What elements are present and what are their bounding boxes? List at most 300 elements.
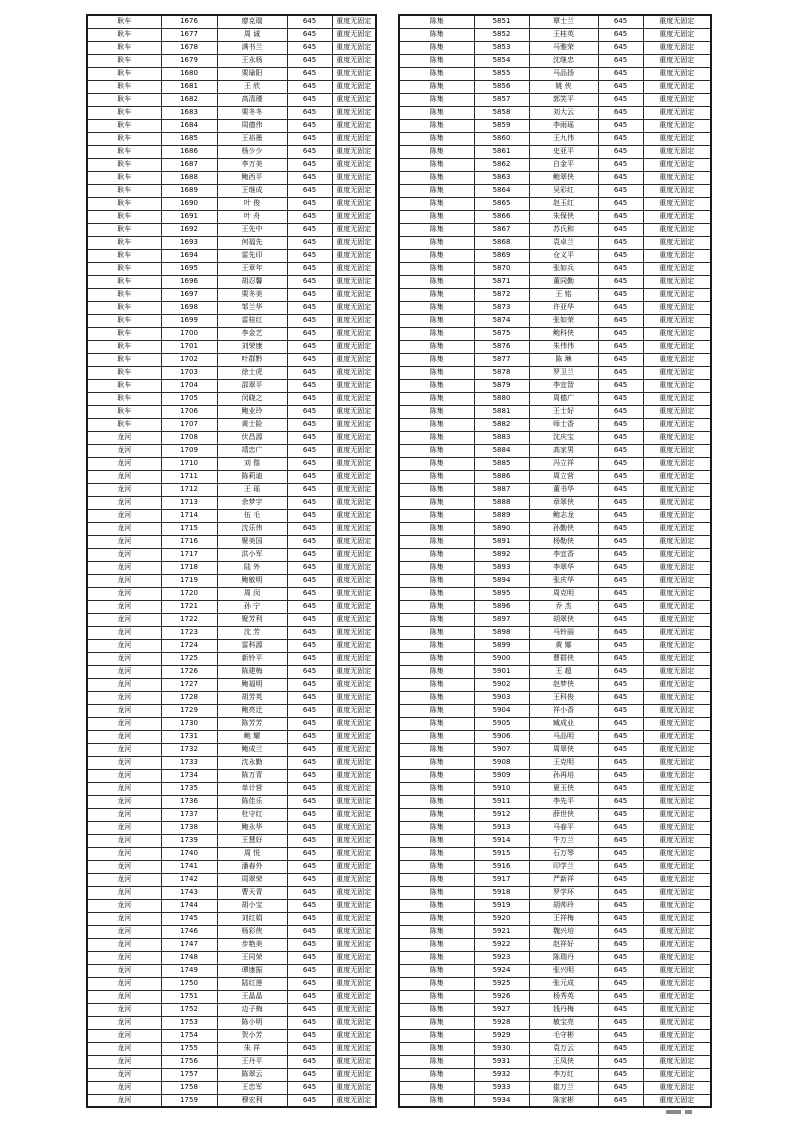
name-cell: 马品明 [529,730,598,743]
table-row [87,236,376,249]
township-cell: 龙河 [87,795,161,808]
serial-cell: 1757 [161,1068,217,1081]
table-row [399,1081,711,1094]
category-cell: 重度无固定 [332,691,376,704]
category-cell: 重度无固定 [332,717,376,730]
amount-cell: 645 [287,496,332,509]
table-row [399,899,711,912]
serial-cell: 1740 [161,847,217,860]
township-cell: 龙河 [87,522,161,535]
amount-cell: 645 [287,379,332,392]
name-cell: 董同勤 [529,275,598,288]
table-row [87,418,376,431]
name-cell: 陈佳乐 [217,795,287,808]
category-cell: 重度无固定 [643,236,711,249]
serial-cell: 5903 [474,691,529,704]
serial-cell: 5892 [474,548,529,561]
category-cell: 重度无固定 [332,301,376,314]
name-cell: 周德广 [529,392,598,405]
category-cell: 重度无固定 [332,1016,376,1029]
amount-cell: 645 [287,1055,332,1068]
township-cell: 陈集 [399,834,474,847]
category-cell: 重度无固定 [332,496,376,509]
amount-cell: 645 [598,392,643,405]
table-row [399,873,711,886]
township-cell: 陈集 [399,1003,474,1016]
serial-cell: 1683 [161,106,217,119]
township-cell: 陈集 [399,15,474,28]
amount-cell: 645 [287,106,332,119]
table-row [399,834,711,847]
amount-cell: 645 [598,1003,643,1016]
name-cell: 王科俊 [529,691,598,704]
amount-cell: 645 [598,990,643,1003]
township-cell: 陈集 [399,41,474,54]
name-cell: 孙勤侠 [529,522,598,535]
name-cell: 王晶晶 [217,990,287,1003]
township-cell: 陈集 [399,977,474,990]
category-cell: 重度无固定 [332,54,376,67]
serial-cell: 1754 [161,1029,217,1042]
name-cell: 鲍业玲 [217,405,287,418]
serial-cell: 1724 [161,639,217,652]
serial-cell: 5874 [474,314,529,327]
amount-cell: 645 [598,132,643,145]
township-cell: 陈集 [399,379,474,392]
serial-cell: 1693 [161,236,217,249]
name-cell: 师士香 [529,418,598,431]
name-cell: 鲍志龙 [529,509,598,522]
roster-table-left [86,14,377,1108]
table-row [399,509,711,522]
table-row [399,431,711,444]
serial-cell: 5906 [474,730,529,743]
amount-cell: 645 [598,678,643,691]
category-cell: 重度无固定 [332,366,376,379]
township-cell: 龙河 [87,990,161,1003]
table-row [87,1029,376,1042]
name-cell: 周 悦 [217,847,287,860]
category-cell: 重度无固定 [332,548,376,561]
amount-cell: 645 [287,821,332,834]
category-cell: 重度无固定 [643,860,711,873]
roster-table-right [398,14,712,1108]
amount-cell: 645 [287,314,332,327]
serial-cell: 5918 [474,886,529,899]
amount-cell: 645 [287,847,332,860]
name-cell: 鲍西平 [217,171,287,184]
name-cell: 杨秀英 [529,990,598,1003]
serial-cell: 5890 [474,522,529,535]
table-row [87,1042,376,1055]
name-cell: 王凤侠 [529,1055,598,1068]
table-row [87,28,376,41]
amount-cell: 645 [598,964,643,977]
name-cell: 谭康振 [217,964,287,977]
table-row [87,210,376,223]
name-cell: 张兴明 [529,964,598,977]
township-cell: 龙河 [87,548,161,561]
township-cell: 龙河 [87,886,161,899]
name-cell: 雷桂红 [217,314,287,327]
table-row [399,132,711,145]
table-row [87,977,376,990]
serial-cell: 5915 [474,847,529,860]
serial-cell: 5920 [474,912,529,925]
category-cell: 重度无固定 [643,1003,711,1016]
table-row [399,535,711,548]
category-cell: 重度无固定 [332,444,376,457]
table-row [399,808,711,821]
serial-cell: 1742 [161,873,217,886]
township-cell: 陈集 [399,678,474,691]
amount-cell: 645 [287,236,332,249]
township-cell: 陈集 [399,314,474,327]
township-cell: 陈集 [399,548,474,561]
table-row [87,886,376,899]
township-cell: 陈集 [399,249,474,262]
serial-cell: 5923 [474,951,529,964]
township-cell: 龙河 [87,509,161,522]
table-row [399,756,711,769]
township-cell: 龙河 [87,431,161,444]
serial-cell: 5883 [474,431,529,444]
serial-cell: 5908 [474,756,529,769]
township-cell: 耿车 [87,210,161,223]
serial-cell: 5911 [474,795,529,808]
serial-cell: 1752 [161,1003,217,1016]
table-row [399,691,711,704]
amount-cell: 645 [598,223,643,236]
category-cell: 重度无固定 [332,613,376,626]
amount-cell: 645 [287,249,332,262]
table-row [87,496,376,509]
amount-cell: 645 [287,1094,332,1107]
serial-cell: 1705 [161,392,217,405]
amount-cell: 645 [598,262,643,275]
amount-cell: 645 [598,67,643,80]
name-cell: 朱伟伟 [529,340,598,353]
township-cell: 陈集 [399,717,474,730]
serial-cell: 5889 [474,509,529,522]
category-cell: 重度无固定 [332,171,376,184]
amount-cell: 645 [287,184,332,197]
township-cell: 陈集 [399,561,474,574]
table-row [399,795,711,808]
category-cell: 重度无固定 [332,327,376,340]
serial-cell: 5929 [474,1029,529,1042]
name-cell: 周克明 [529,587,598,600]
category-cell: 重度无固定 [643,249,711,262]
name-cell: 袁卓兰 [529,236,598,249]
table-row [87,808,376,821]
table-row [87,899,376,912]
name-cell: 陈翠云 [217,1068,287,1081]
township-cell: 陈集 [399,67,474,80]
amount-cell: 645 [287,587,332,600]
name-cell: 赵玉红 [529,197,598,210]
category-cell: 重度无固定 [643,730,711,743]
serial-cell: 1687 [161,158,217,171]
category-cell: 重度无固定 [332,418,376,431]
township-cell: 陈集 [399,652,474,665]
table-row [399,54,711,67]
category-cell: 重度无固定 [332,756,376,769]
name-cell: 乔 杰 [529,600,598,613]
serial-cell: 1756 [161,1055,217,1068]
table-row [87,821,376,834]
table-row [399,67,711,80]
township-cell: 陈集 [399,496,474,509]
category-cell: 重度无固定 [332,340,376,353]
township-cell: 耿车 [87,54,161,67]
category-cell: 重度无固定 [332,925,376,938]
amount-cell: 645 [598,626,643,639]
table-row [87,223,376,236]
serial-cell: 1736 [161,795,217,808]
name-cell: 牛万兰 [529,834,598,847]
township-cell: 耿车 [87,41,161,54]
name-cell: 陈 琳 [529,353,598,366]
township-cell: 陈集 [399,899,474,912]
amount-cell: 645 [287,795,332,808]
serial-cell: 5873 [474,301,529,314]
serial-cell: 5860 [474,132,529,145]
amount-cell: 645 [598,145,643,158]
serial-cell: 1685 [161,132,217,145]
amount-cell: 645 [287,158,332,171]
amount-cell: 645 [598,977,643,990]
table-row [399,184,711,197]
name-cell: 胡帅玲 [529,899,598,912]
name-cell: 胡忍馨 [217,275,287,288]
amount-cell: 645 [287,522,332,535]
serial-cell: 1676 [161,15,217,28]
serial-cell: 1729 [161,704,217,717]
township-cell: 龙河 [87,574,161,587]
amount-cell: 645 [287,951,332,964]
amount-cell: 645 [598,93,643,106]
amount-cell: 645 [287,340,332,353]
category-cell: 重度无固定 [643,67,711,80]
table-row [87,353,376,366]
category-cell: 重度无固定 [332,951,376,964]
name-cell: 仓义平 [529,249,598,262]
township-cell: 龙河 [87,730,161,743]
name-cell: 栗冬美 [217,288,287,301]
name-cell: 鲍永华 [217,821,287,834]
township-cell: 陈集 [399,340,474,353]
name-cell: 曹天青 [217,886,287,899]
table-row [87,509,376,522]
table-row [399,860,711,873]
name-cell: 朱保侠 [529,210,598,223]
serial-cell: 5862 [474,158,529,171]
amount-cell: 645 [287,964,332,977]
amount-cell: 645 [598,600,643,613]
serial-cell: 5882 [474,418,529,431]
amount-cell: 645 [598,28,643,41]
name-cell: 王桂英 [529,28,598,41]
table-row [87,834,376,847]
township-cell: 龙河 [87,1068,161,1081]
category-cell: 重度无固定 [643,470,711,483]
township-cell: 耿车 [87,197,161,210]
amount-cell: 645 [598,665,643,678]
serial-cell: 1749 [161,964,217,977]
township-cell: 龙河 [87,613,161,626]
amount-cell: 645 [287,80,332,93]
amount-cell: 645 [598,470,643,483]
township-cell: 陈集 [399,444,474,457]
table-row [399,288,711,301]
table-row [87,366,376,379]
township-cell: 龙河 [87,483,161,496]
category-cell: 重度无固定 [643,418,711,431]
category-cell: 重度无固定 [643,457,711,470]
table-row [399,951,711,964]
serial-cell: 1731 [161,730,217,743]
township-cell: 陈集 [399,964,474,977]
amount-cell: 645 [598,327,643,340]
name-cell: 满书兰 [217,41,287,54]
serial-cell: 5919 [474,899,529,912]
table-row [87,951,376,964]
category-cell: 重度无固定 [332,912,376,925]
name-cell: 鲍 耀 [217,730,287,743]
amount-cell: 645 [287,93,332,106]
category-cell: 重度无固定 [332,1081,376,1094]
name-cell: 邵翠平 [217,379,287,392]
township-cell: 龙河 [87,847,161,860]
name-cell: 毛守彬 [529,1029,598,1042]
category-cell: 重度无固定 [643,405,711,418]
category-cell: 重度无固定 [643,964,711,977]
table-row [399,236,711,249]
township-cell: 耿车 [87,249,161,262]
amount-cell: 645 [287,457,332,470]
category-cell: 重度无固定 [643,626,711,639]
township-cell: 陈集 [399,145,474,158]
township-cell: 龙河 [87,743,161,756]
table-row [87,626,376,639]
serial-cell: 1716 [161,535,217,548]
category-cell: 重度无固定 [643,1042,711,1055]
category-cell: 重度无固定 [332,886,376,899]
amount-cell: 645 [598,704,643,717]
name-cell: 鲍敏明 [217,574,287,587]
category-cell: 重度无固定 [643,132,711,145]
name-cell: 陈建梅 [217,665,287,678]
table-row [399,366,711,379]
table-row [87,548,376,561]
category-cell: 重度无固定 [332,782,376,795]
category-cell: 重度无固定 [643,600,711,613]
table-row [87,184,376,197]
serial-cell: 1691 [161,210,217,223]
serial-cell: 1711 [161,470,217,483]
amount-cell: 645 [598,639,643,652]
table-row [399,912,711,925]
table-row [399,977,711,990]
name-cell: 王 铭 [529,288,598,301]
serial-cell: 5856 [474,80,529,93]
township-cell: 陈集 [399,353,474,366]
table-row [87,1068,376,1081]
amount-cell: 645 [598,171,643,184]
serial-cell: 1689 [161,184,217,197]
amount-cell: 645 [287,912,332,925]
serial-cell: 1688 [161,171,217,184]
name-cell: 马雅荣 [529,41,598,54]
township-cell: 陈集 [399,600,474,613]
amount-cell: 645 [598,444,643,457]
category-cell: 重度无固定 [643,288,711,301]
amount-cell: 645 [287,210,332,223]
amount-cell: 645 [287,652,332,665]
table-row [399,925,711,938]
category-cell: 重度无固定 [643,1029,711,1042]
township-cell: 耿车 [87,132,161,145]
township-cell: 陈集 [399,990,474,1003]
category-cell: 重度无固定 [332,509,376,522]
serial-cell: 5854 [474,54,529,67]
name-cell: 钱丹梅 [529,1003,598,1016]
name-cell: 陆红莲 [217,977,287,990]
name-cell: 伍 毛 [217,509,287,522]
serial-cell: 1734 [161,769,217,782]
serial-cell: 5853 [474,41,529,54]
township-cell: 陈集 [399,639,474,652]
category-cell: 重度无固定 [643,41,711,54]
category-cell: 重度无固定 [332,145,376,158]
township-cell: 陈集 [399,626,474,639]
serial-cell: 1706 [161,405,217,418]
name-cell: 李先平 [529,795,598,808]
serial-cell: 1709 [161,444,217,457]
category-cell: 重度无固定 [332,1042,376,1055]
name-cell: 栗冬冬 [217,106,287,119]
table-row [87,275,376,288]
table-row [87,1003,376,1016]
name-cell: 陈小明 [217,1016,287,1029]
amount-cell: 645 [598,743,643,756]
name-cell: 罗学环 [529,886,598,899]
township-cell: 耿车 [87,236,161,249]
category-cell: 重度无固定 [332,834,376,847]
name-cell: 陈万青 [217,769,287,782]
category-cell: 重度无固定 [643,223,711,236]
serial-cell: 1700 [161,327,217,340]
amount-cell: 645 [287,262,332,275]
name-cell: 周 闵 [217,587,287,600]
table-row [399,665,711,678]
amount-cell: 645 [287,132,332,145]
township-cell: 陈集 [399,301,474,314]
serial-cell: 1727 [161,678,217,691]
table-row [87,1016,376,1029]
amount-cell: 645 [287,977,332,990]
name-cell: 刘红娟 [217,912,287,925]
serial-cell: 5894 [474,574,529,587]
category-cell: 重度无固定 [643,93,711,106]
amount-cell: 645 [598,509,643,522]
table-row [399,561,711,574]
category-cell: 重度无固定 [332,249,376,262]
serial-cell: 1704 [161,379,217,392]
township-cell: 陈集 [399,769,474,782]
serial-cell: 1681 [161,80,217,93]
